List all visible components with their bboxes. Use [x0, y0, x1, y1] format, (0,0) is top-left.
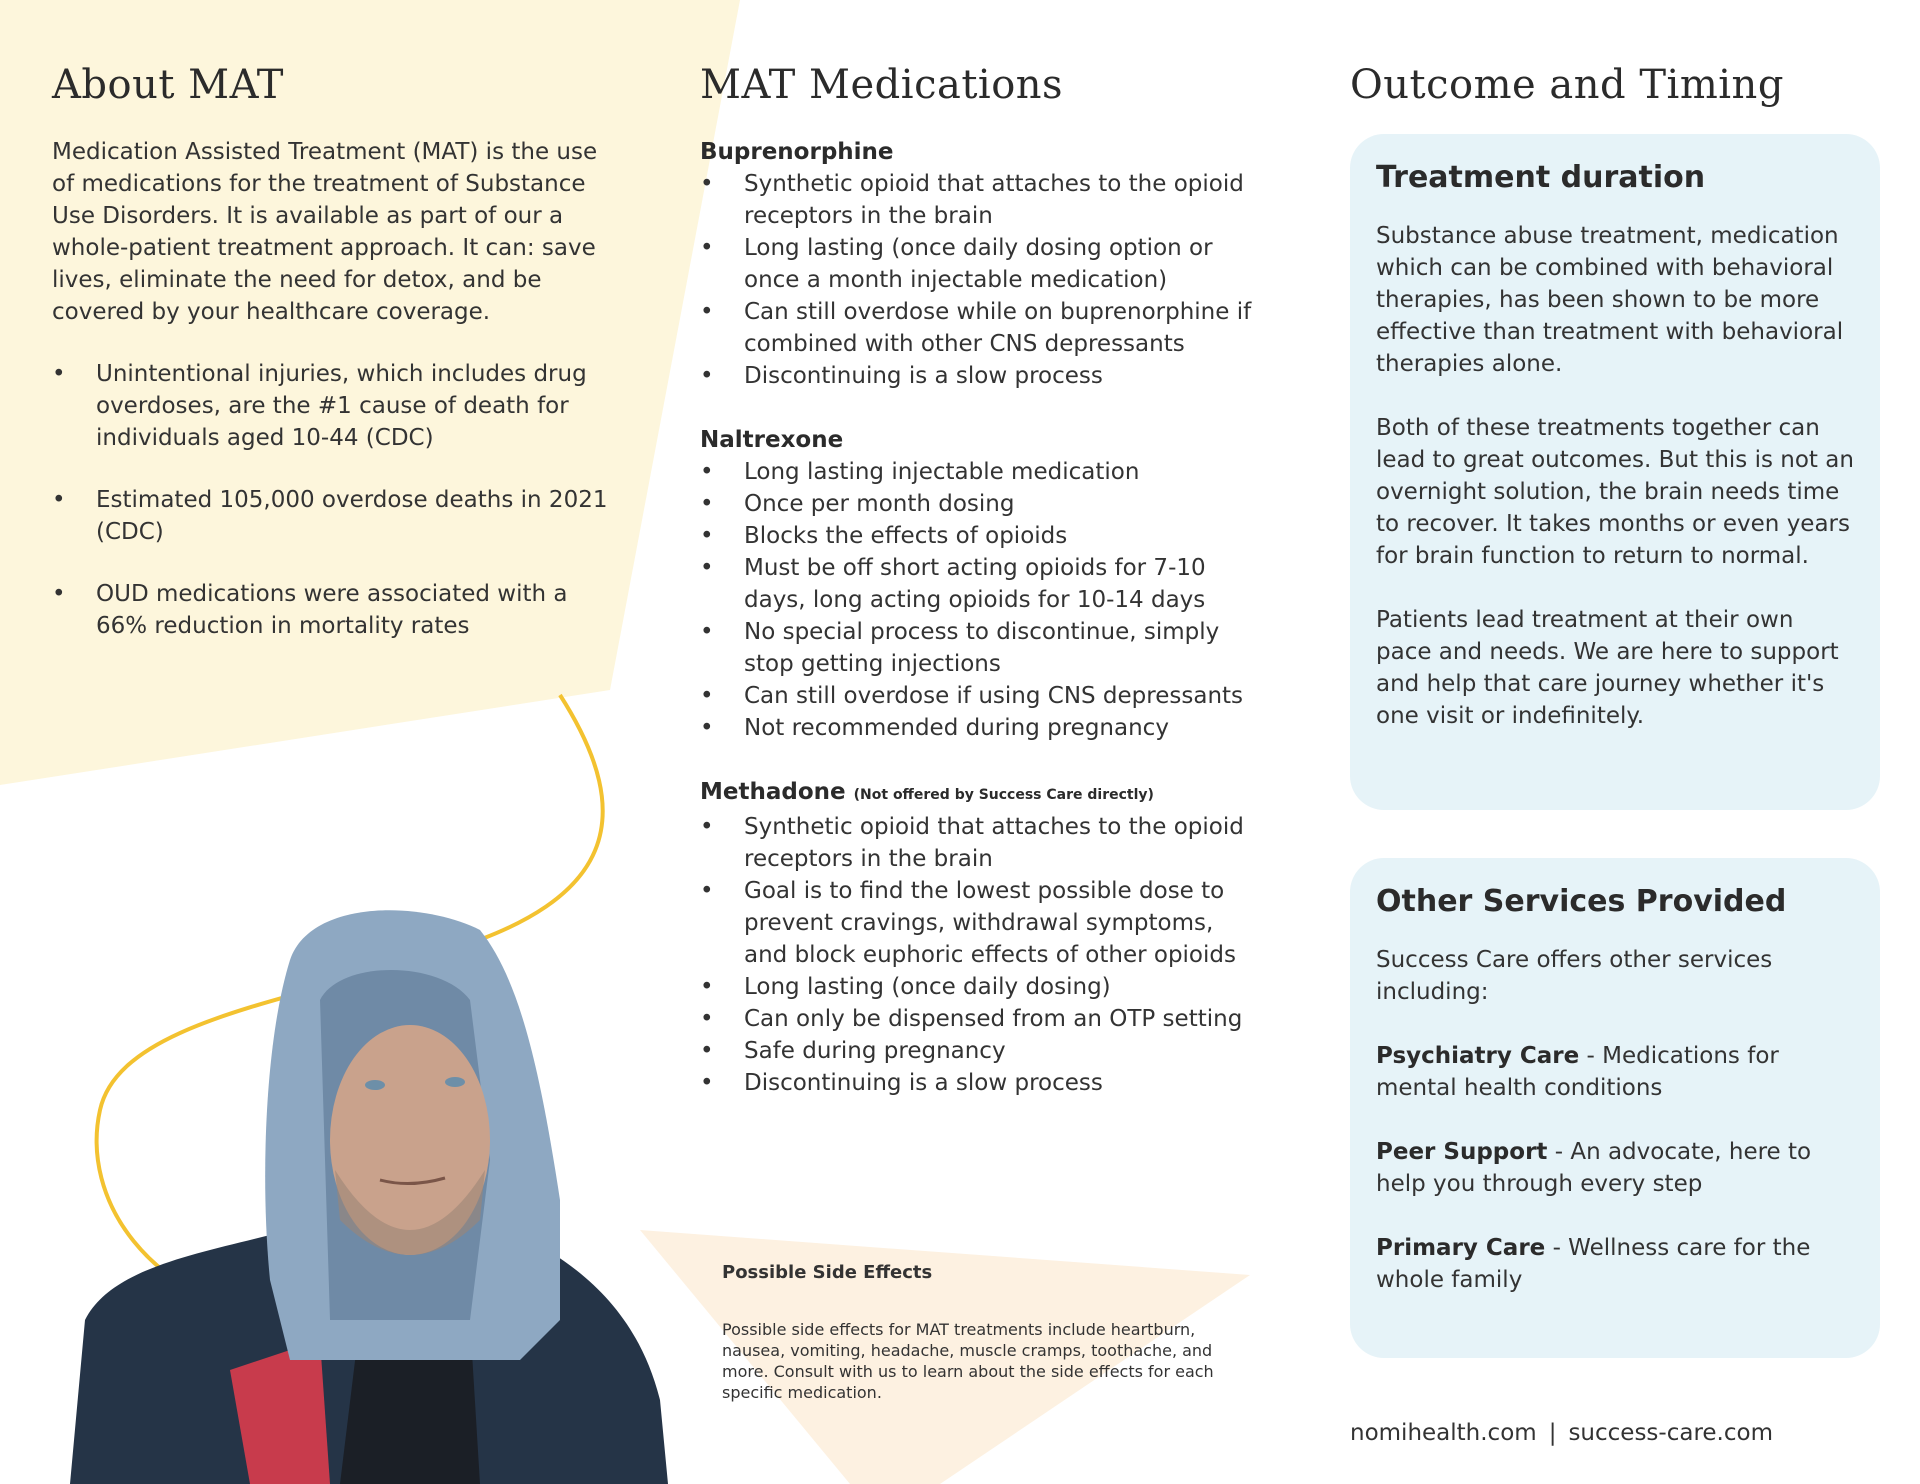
medication-item: • Synthetic opioid that attaches to the opioid receptors in the brain — [700, 811, 1260, 875]
service-label: Primary Care — [1376, 1235, 1546, 1261]
medication-item: • Long lasting (once daily dosing option or once a month injectable medication) — [700, 232, 1260, 296]
duration-paragraph: Both of these treatments together can lead to great outcomes. But this is not an overnight solution, the brain needs time to recover. It takes months or even years for brain function to return to normal. — [1376, 415, 1854, 569]
service-desc: - Wellness care for the whole family — [1376, 1235, 1811, 1293]
medication-item: • Synthetic opioid that attaches to the opioid receptors in the brain — [700, 168, 1260, 232]
medication-methadone — [700, 776, 1260, 1099]
medication-item: • Must be off short acting opioids for 7-10 days, long acting opioids for 10-14 days — [700, 552, 1260, 616]
service-item — [1376, 1232, 1854, 1296]
service-desc: - An advocate, here to help you through every step — [1376, 1139, 1812, 1197]
right-eye — [445, 1077, 465, 1087]
about-title: About MAT — [52, 62, 284, 108]
duration-paragraph: Substance abuse treatment, medication which can be combined with behavioral therapies, has been shown to be more effective than treatment with behavioral therapies alone. — [1376, 223, 1844, 377]
side-effects-box — [722, 1262, 1242, 1403]
service-label: Psychiatry Care — [1376, 1043, 1580, 1069]
side-effects-title: Possible Side Effects — [722, 1262, 933, 1283]
medication-item: • Goal is to find the lowest possible dose to prevent cravings, withdrawal symptoms, and block euphoric effects of other opioids — [700, 875, 1260, 971]
medications-section — [700, 136, 1260, 1099]
medication-name: Methadone (Not offered by Success Care directly) — [700, 779, 1154, 805]
medication-item: • Discontinuing is a slow process — [700, 1067, 1260, 1099]
medication-list — [700, 811, 1260, 1099]
medication-naltrexone — [700, 424, 1260, 744]
treatment-duration-title: Treatment duration — [1376, 160, 1706, 195]
medication-item: • Can still overdose if using CNS depressants — [700, 680, 1260, 712]
treatment-duration-card — [1350, 134, 1880, 810]
medication-name: Naltrexone — [700, 427, 844, 453]
medication-item: • Blocks the effects of opioids — [700, 520, 1260, 552]
services-intro: Success Care offers other services including: — [1376, 947, 1773, 1005]
about-intro: Medication Assisted Treatment (MAT) is the use of medications for the treatment of Substance Use Disorders. It is available as part of our a whole-patient treatment approach. It can: save lives, eliminate the need for detox, and be covered by your healthcare coverage. — [52, 139, 598, 325]
medication-buprenorphine — [700, 136, 1260, 392]
about-bullets — [52, 358, 612, 642]
duration-paragraph: Patients lead treatment at their own pace and needs. We are here to support and help that care journey whether it's one visit or indefinitely. — [1376, 607, 1839, 729]
medication-item: • Long lasting injectable medication — [700, 456, 1260, 488]
medication-list — [700, 456, 1260, 744]
medication-list — [700, 168, 1260, 392]
medication-item: • Discontinuing is a slow process — [700, 360, 1260, 392]
footer-separator: | — [1548, 1420, 1557, 1446]
service-label: Peer Support — [1376, 1139, 1548, 1165]
medications-title: MAT Medications — [700, 62, 1064, 108]
medication-item: • Can only be dispensed from an OTP setting — [700, 1003, 1260, 1035]
other-services-card — [1350, 858, 1880, 1358]
medication-item: • Can still overdose while on buprenorphine if combined with other CNS depressants — [700, 296, 1260, 360]
outcome-title: Outcome and Timing — [1350, 62, 1784, 108]
medication-note: (Not offered by Success Care directly) — [853, 787, 1154, 803]
footer-link-success-care[interactable]: success-care.com — [1568, 1420, 1773, 1446]
side-effects-text: Possible side effects for MAT treatments include heartburn, nausea, vomiting, headache, muscle cramps, toothache, and more. Consult with us to learn about the side effects for each specific medication. — [722, 1320, 1214, 1402]
service-item — [1376, 1040, 1854, 1104]
about-bullet: • Unintentional injuries, which includes drug overdoses, are the #1 cause of death for individuals aged 10-44 (CDC) — [52, 358, 612, 454]
service-desc: - Medications for mental health conditions — [1376, 1043, 1779, 1101]
other-services-title: Other Services Provided — [1376, 884, 1787, 919]
medication-item: • Once per month dosing — [700, 488, 1260, 520]
about-section — [52, 136, 612, 642]
footer-links — [1350, 1420, 1773, 1446]
medication-item: • Safe during pregnancy — [700, 1035, 1260, 1067]
footer-link-nomihealth[interactable]: nomihealth.com — [1350, 1420, 1537, 1446]
about-bullet: • Estimated 105,000 overdose deaths in 2021 (CDC) — [52, 484, 612, 548]
left-eye — [365, 1080, 385, 1090]
medication-item: • Not recommended during pregnancy — [700, 712, 1260, 744]
service-item — [1376, 1136, 1854, 1200]
about-bullet: • OUD medications were associated with a 66% reduction in mortality rates — [52, 578, 612, 642]
medication-item: • No special process to discontinue, simply stop getting injections — [700, 616, 1260, 680]
medication-item: • Long lasting (once daily dosing) — [700, 971, 1260, 1003]
medication-name: Buprenorphine — [700, 139, 894, 165]
person-photo — [70, 910, 668, 1484]
